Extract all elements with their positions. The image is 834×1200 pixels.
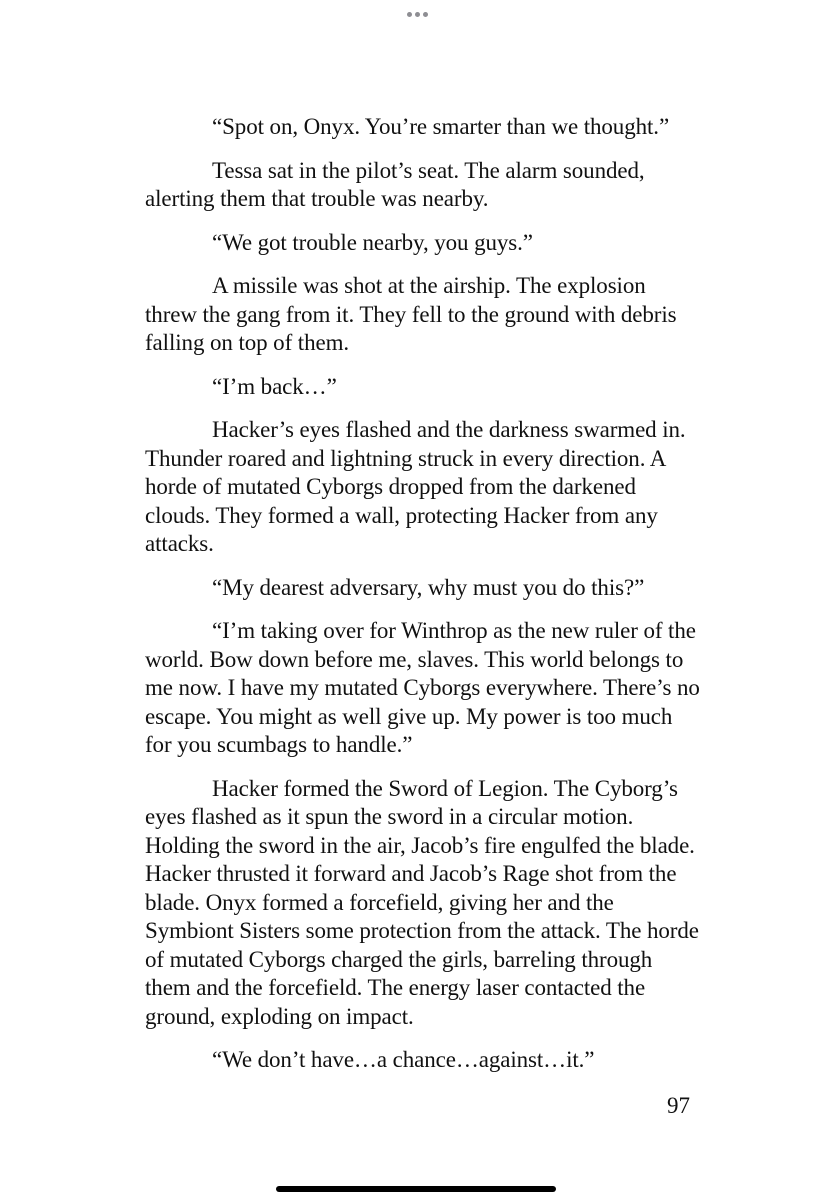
more-options-button[interactable] [0, 6, 834, 22]
paragraph: “My dearest adversary, why must you do this?” [212, 574, 645, 600]
paragraph: “I’m back…” [212, 373, 337, 399]
paragraph: “We got trouble nearby, you guys.” [212, 229, 533, 255]
ellipsis-icon [415, 12, 420, 17]
paragraph: “I’m taking over for Winthrop as the new ruler of the world. Bow down before me, slaves. This world belongs to me now. I have my mutated Cyborgs everywhere. There’s no escape. You might as well give up. My power is too much for you scumbags to handle.” [145, 618, 700, 757]
paragraph: Hacker formed the Sword of Legion. The Cyborg’s eyes flashed as it spun the sword in a circular motion. Holding the sword in the air, Jacob’s fire engulfed the blade. Hacker thrusted it forward and Jacob’s Rage shot from the blade. Onyx formed a forcefield, giving her and the Symbiont Sisters some protection from the attack. The horde of mutated Cyborgs charged the girls, barreling through them and the forcefield. The energy laser contacted the ground, exploding on impact. [145, 775, 699, 1029]
home-indicator[interactable] [276, 1186, 556, 1192]
paragraph: Tessa sat in the pilot’s seat. The alarm sounded, alerting them that trouble was nearby. [145, 157, 645, 211]
ellipsis-icon [423, 12, 428, 17]
paragraph: A missile was shot at the airship. The explosion threw the gang from it. They fell to the ground with debris falling on top of them. [145, 273, 677, 355]
ellipsis-icon [407, 12, 412, 17]
paragraph: “We don’t have…a chance…against…it.” [212, 1047, 595, 1072]
paragraph: Hacker’s eyes flashed and the darkness swarmed in. Thunder roared and lightning struck in every direction. A horde of mutated Cyborgs dropped from the darkened clouds. They formed a wall, protecting Hacker from any attacks. [145, 417, 686, 556]
paragraph: “Spot on, Onyx. You’re smarter than we thought.” [212, 114, 670, 139]
book-page-text [145, 113, 700, 1090]
page-number: 97 [667, 1093, 690, 1118]
